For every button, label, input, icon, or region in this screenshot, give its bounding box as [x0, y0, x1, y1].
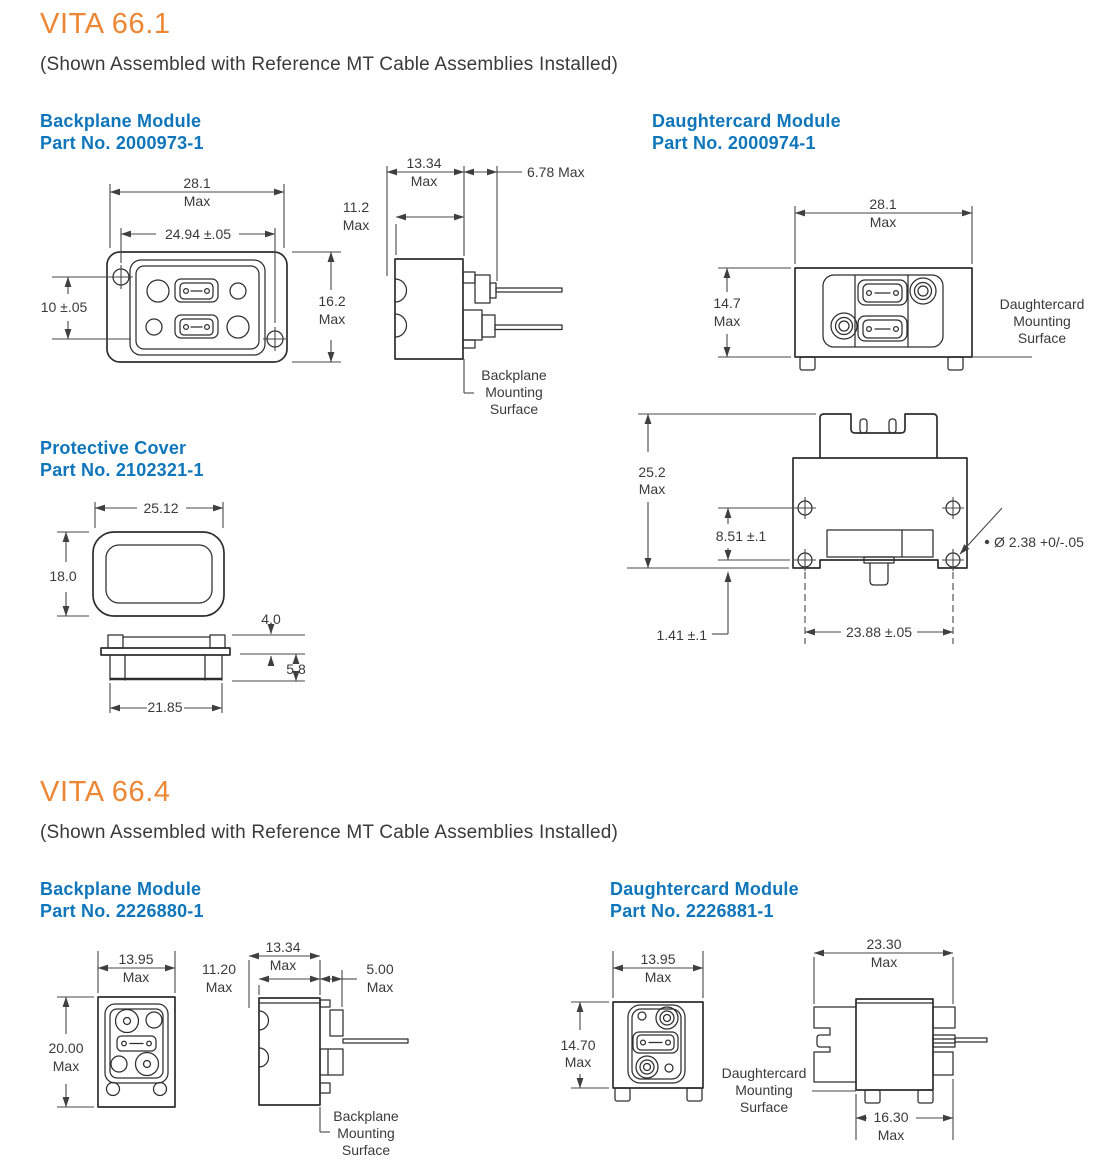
dim-value: 8.51 ±.1 — [715, 528, 767, 544]
dim-value: 14.70 — [560, 1037, 596, 1053]
dim-width — [95, 500, 223, 528]
dim-value: 5.00 — [366, 961, 394, 977]
v661-daughtercard-heading-name: Daughtercard Module — [652, 111, 841, 131]
dim-value: 23.88 ±.05 — [845, 624, 913, 640]
dim-body-depth-max — [343, 199, 464, 255]
card-attachment-outline — [814, 1007, 856, 1082]
dim-row-pitch — [41, 277, 131, 339]
dim-value: 18.0 — [49, 568, 77, 584]
guide-pin — [136, 1053, 159, 1076]
mt-cable-connector — [463, 272, 562, 303]
module-body-outline — [259, 998, 320, 1105]
guide-pin-hole — [665, 1064, 673, 1072]
dim-value: 13.95 — [118, 951, 154, 967]
guide-socket — [831, 313, 857, 339]
guide-pin — [116, 1010, 139, 1033]
cover-flange — [101, 648, 230, 655]
label-line: Daughtercard — [999, 296, 1085, 312]
label-line: Mounting — [485, 384, 543, 400]
guide-pin-hole — [111, 1056, 127, 1072]
label-line: Surface — [739, 1099, 789, 1115]
dim-value: 6.78 Max — [527, 164, 585, 180]
v664-daughtercard-side-view — [814, 936, 987, 1143]
dim-max: Max — [205, 979, 233, 995]
guide-pin-bump — [395, 279, 407, 302]
mounting-hole — [154, 1083, 167, 1096]
dim-value: 25.12 — [143, 500, 179, 516]
dim-width — [110, 683, 222, 715]
dim-max: Max — [638, 481, 666, 497]
guide-socket — [636, 1056, 658, 1078]
mounting-foot — [865, 1090, 880, 1103]
mounting-foot — [800, 357, 815, 370]
dim-value: 20.00 — [48, 1040, 84, 1056]
dim-height-max — [713, 268, 791, 357]
dim-height-max — [560, 1002, 609, 1088]
mt-ferrule — [117, 1036, 156, 1051]
dim-value: 11.20 — [202, 961, 236, 977]
v661-backplane-heading-part: Part No. 2000973-1 — [40, 133, 204, 153]
dim-height — [49, 532, 89, 616]
module-body-outline — [793, 458, 967, 568]
mt-ferrule — [858, 280, 907, 305]
dim-value: 21.85 — [147, 699, 183, 715]
guide-pin-hole — [227, 316, 249, 338]
dim-value: 1.41 ±.1 — [656, 627, 707, 643]
dim-value: 28.1 — [183, 175, 211, 191]
v661-daughtercard-top-view — [627, 414, 1084, 644]
module-body-outline — [395, 259, 463, 359]
module-body-outline — [107, 252, 287, 362]
label-line: Surface — [489, 401, 539, 417]
dim-hole-span — [121, 226, 275, 323]
mt-ferrule — [175, 315, 218, 338]
guide-socket — [656, 1007, 678, 1029]
dim-value: 16.2 — [318, 293, 346, 309]
module-body-outline — [856, 999, 933, 1090]
module-body-outline — [613, 1002, 703, 1088]
dim-height-max — [627, 414, 816, 568]
mt-cable-connector — [320, 1010, 408, 1075]
daughtercard-mounting-surface-callout — [972, 296, 1084, 357]
dim-max: Max — [644, 969, 672, 985]
v661-backplane-front-view — [41, 175, 346, 362]
backplane-mounting-surface-callout — [320, 1107, 399, 1158]
dim-hole-offset — [716, 508, 792, 560]
mounting-hole-crosshair — [794, 497, 816, 519]
dim-max: Max — [869, 214, 897, 230]
mt-ferrule — [633, 1032, 678, 1053]
dim-max: Max — [410, 173, 438, 189]
dim-depth-max — [814, 936, 953, 1004]
v661-backplane-side-view — [343, 155, 585, 417]
dim-value: 13.34 — [406, 155, 442, 171]
mounting-foot — [687, 1088, 702, 1101]
vita-661-subtitle: (Shown Assembled with Reference MT Cable Assemblies Installed) — [40, 54, 619, 75]
dim-value: 13.95 — [640, 951, 676, 967]
dim-max: Max — [122, 969, 150, 985]
dim-width-max — [795, 196, 972, 264]
mt-cable-connector — [933, 1007, 987, 1075]
mounting-foot — [615, 1088, 630, 1101]
mt-ferrule — [858, 316, 907, 341]
dim-protrusion-max — [464, 164, 585, 281]
cable-pin — [496, 288, 562, 292]
dim-max: Max — [342, 217, 370, 233]
dim-max: Max — [877, 1127, 905, 1143]
v661-cover-front-view — [49, 500, 224, 616]
module-body-outline — [795, 268, 972, 357]
connector-tab — [864, 557, 894, 585]
cable-pin — [889, 419, 896, 433]
mt-cable-connector — [463, 310, 562, 348]
dim-max: Max — [183, 193, 211, 209]
cable-pin — [343, 1039, 408, 1043]
v664-backplane-heading-part: Part No. 2226880-1 — [40, 901, 204, 921]
dim-hole-span — [805, 572, 953, 644]
label-line: Mounting — [337, 1125, 395, 1141]
guide-socket — [910, 278, 936, 304]
dim-height-max — [48, 997, 94, 1107]
dim-value: 28.1 — [869, 196, 897, 212]
dim-max: Max — [564, 1054, 592, 1070]
cover-body — [110, 655, 222, 680]
dim-body-depth-max — [202, 961, 320, 995]
dim-width-max — [98, 951, 175, 993]
dim-value: 4.0 — [261, 611, 281, 627]
guide-pin-bump — [395, 314, 407, 337]
dim-max: Max — [318, 311, 346, 327]
dim-value: 14.7 — [713, 295, 741, 311]
dim-height-max — [292, 252, 346, 362]
v664-backplane-side-view — [202, 939, 408, 1158]
mounting-hole-crosshair — [263, 327, 287, 351]
guide-pin-bump — [259, 1048, 269, 1067]
dim-value: 16.30 — [873, 1109, 909, 1125]
label-line: Mounting — [735, 1082, 793, 1098]
label-line: Daughtercard — [721, 1065, 807, 1081]
vita-664-title: VITA 66.4 — [40, 776, 171, 808]
dim-body-depth-max — [856, 1079, 953, 1143]
dim-depth-max — [387, 155, 464, 276]
backplane-mounting-surface-callout — [464, 359, 547, 417]
label-line: Surface — [1017, 330, 1067, 346]
label-line: Mounting — [1013, 313, 1071, 329]
dim-surface-offset — [657, 572, 729, 643]
v661-daughtercard-front-view — [713, 196, 1084, 370]
dim-width-max — [613, 951, 703, 998]
dim-value: 5.8 — [286, 661, 306, 677]
v664-backplane-front-view — [48, 951, 175, 1107]
cable-clamp-outline — [820, 414, 937, 458]
guide-pin-hole — [146, 1012, 162, 1028]
cable-pin — [860, 419, 867, 433]
v664-daughtercard-heading-part: Part No. 2226881-1 — [610, 901, 774, 921]
dim-value: 10 ±.05 — [40, 299, 88, 315]
dim-protrusion-max — [320, 961, 394, 1007]
mounting-foot — [948, 357, 963, 370]
dim-max: Max — [713, 313, 741, 329]
dim-max: Max — [870, 954, 898, 970]
dim-max: Max — [269, 957, 297, 973]
label-line: Surface — [341, 1142, 391, 1158]
dim-value: 11.2 — [342, 199, 370, 215]
cable-pin — [955, 1038, 987, 1042]
dim-hole-diameter — [960, 508, 1084, 554]
dim-max: Max — [52, 1058, 80, 1074]
label-line: Backplane — [333, 1108, 399, 1124]
label-line: Backplane — [481, 367, 547, 383]
dim-lip-height — [232, 611, 305, 662]
guide-pin-hole — [147, 280, 169, 302]
daughtercard-mounting-surface-callout — [722, 1065, 856, 1115]
vita-664-subtitle: (Shown Assembled with Reference MT Cable Assemblies Installed) — [40, 822, 619, 843]
dim-value: 25.2 — [638, 464, 666, 480]
guide-pin-hole — [146, 319, 162, 335]
mounting-hole-crosshair — [942, 497, 964, 519]
mounting-foot — [918, 1090, 933, 1103]
vita-661-title: VITA 66.1 — [40, 8, 171, 40]
v661-cover-heading-name: Protective Cover — [40, 438, 187, 458]
guide-pin-hole — [638, 1012, 646, 1020]
dim-value: 23.30 — [866, 936, 902, 952]
dim-value: Ø 2.38 +0/-.05 — [994, 534, 1084, 550]
v661-cover-side-view — [101, 611, 306, 715]
dim-body-height — [232, 654, 306, 681]
mounting-hole — [107, 1083, 120, 1096]
guide-pin-hole — [230, 283, 246, 299]
mt-ferrule — [175, 279, 218, 302]
dim-value: 24.94 ±.05 — [164, 226, 232, 242]
v661-backplane-heading-name: Backplane Module — [40, 111, 202, 131]
dim-max: Max — [366, 979, 394, 995]
dim-value: 13.34 — [265, 939, 301, 955]
v664-daughtercard-heading-name: Daughtercard Module — [610, 879, 799, 899]
v661-cover-heading-part: Part No. 2102321-1 — [40, 460, 204, 480]
cable-pin — [495, 325, 562, 330]
v664-backplane-heading-name: Backplane Module — [40, 879, 202, 899]
guide-pin-bump — [259, 1011, 269, 1030]
v664-daughtercard-front-view — [560, 951, 856, 1115]
v661-daughtercard-heading-part: Part No. 2000974-1 — [652, 133, 816, 153]
